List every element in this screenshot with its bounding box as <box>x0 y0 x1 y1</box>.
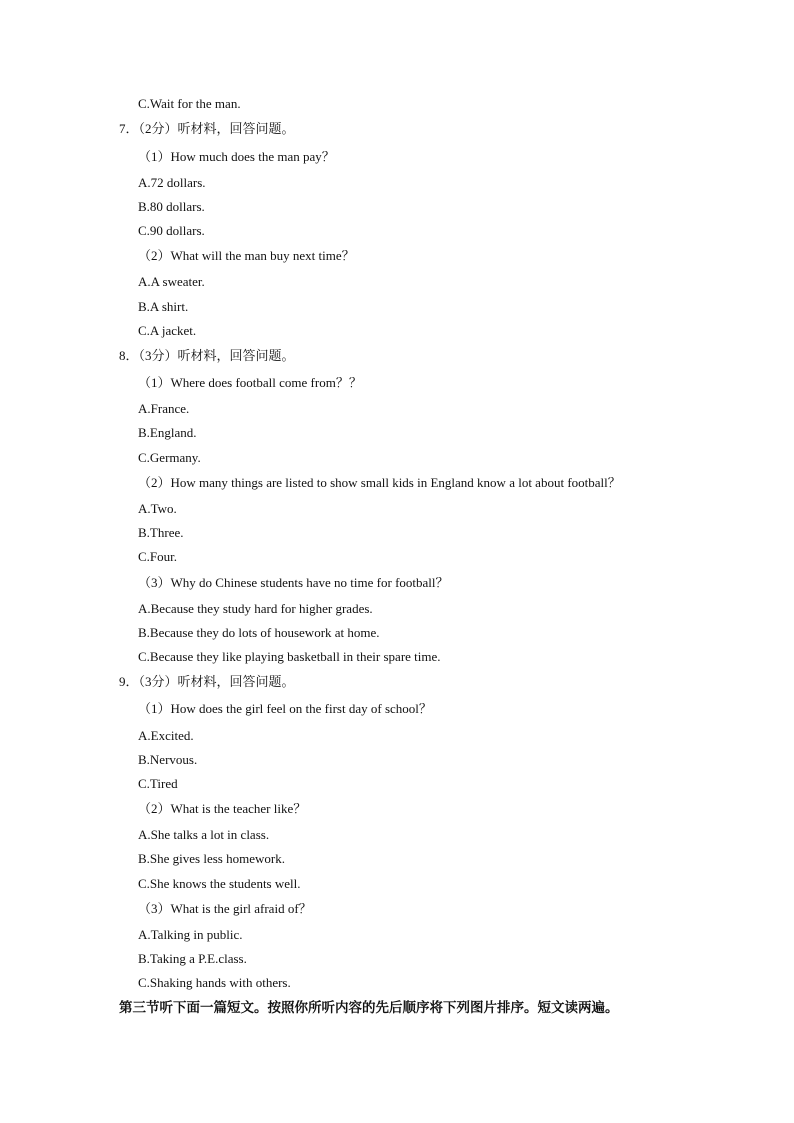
q7-header: 7．（2分）听材料，回答问题。 <box>119 121 295 136</box>
q9-sub3-option-c: C.Shaking hands with others. <box>138 975 291 990</box>
q9-sub2-question: （2）What is the teacher like？ <box>138 801 307 816</box>
q9-sub3-question: （3）What is the girl afraid of？ <box>138 901 312 916</box>
q9-sub2-option-c: C.She knows the students well. <box>138 876 301 891</box>
q8-sub3-question: （3）Why do Chinese students have no time for football？ <box>138 575 449 590</box>
q6-option-c: C.Wait for the man. <box>138 96 241 111</box>
q7-sub2-question: （2）What will the man buy next time？ <box>138 248 355 263</box>
q8-header: 8．（3分）听材料，回答问题。 <box>119 348 295 363</box>
q8-sub2-option-a: A.Two. <box>138 501 177 516</box>
q8-sub2-option-b: B.Three. <box>138 525 184 540</box>
q8-sub2-question: （2）How many things are listed to show small kids in England know a lot about football？ <box>138 475 621 490</box>
q7-sub2-option-b: B.A shirt. <box>138 299 189 314</box>
q9-sub1-option-c: C.Tired <box>138 776 178 791</box>
q7-sub2-option-a: A.A sweater. <box>138 274 205 289</box>
q9-sub2-option-b: B.She gives less homework. <box>138 851 285 866</box>
q8-sub2-option-c: C.Four. <box>138 549 178 564</box>
q9-sub1-option-b: B.Nervous. <box>138 752 198 767</box>
q7-sub1-option-b: B.80 dollars. <box>138 199 205 214</box>
q7-sub1-option-c: C.90 dollars. <box>138 223 205 238</box>
section3-heading: 第三节听下面一篇短文。按照你所听内容的先后顺序将下列图片排序。短文读两遍。 <box>119 1000 619 1015</box>
q9-sub3-option-a: A.Talking in public. <box>138 927 243 942</box>
q9-sub2-option-a: A.She talks a lot in class. <box>138 827 270 842</box>
q7-sub1-question: （1）How much does the man pay？ <box>138 149 335 164</box>
q9-sub1-question: （1）How does the girl feel on the first day of school？ <box>138 701 432 716</box>
q8-sub1-question: （1）Where does football come from？？ <box>138 375 362 390</box>
q8-sub3-option-c: C.Because they like playing basketball in their spare time. <box>138 649 441 664</box>
q8-sub1-option-c: C.Germany. <box>138 450 201 465</box>
q9-header: 9．（3分）听材料，回答问题。 <box>119 674 295 689</box>
q7-sub2-option-c: C.A jacket. <box>138 323 197 338</box>
q8-sub1-option-a: A.France. <box>138 401 190 416</box>
q8-sub1-option-b: B.England. <box>138 425 197 440</box>
q8-sub3-option-a: A.Because they study hard for higher grades. <box>138 601 373 616</box>
q9-sub3-option-b: B.Taking a P.E.class. <box>138 951 247 966</box>
q7-sub1-option-a: A.72 dollars. <box>138 175 206 190</box>
q9-sub1-option-a: A.Excited. <box>138 728 194 743</box>
q8-sub3-option-b: B.Because they do lots of housework at home. <box>138 625 380 640</box>
